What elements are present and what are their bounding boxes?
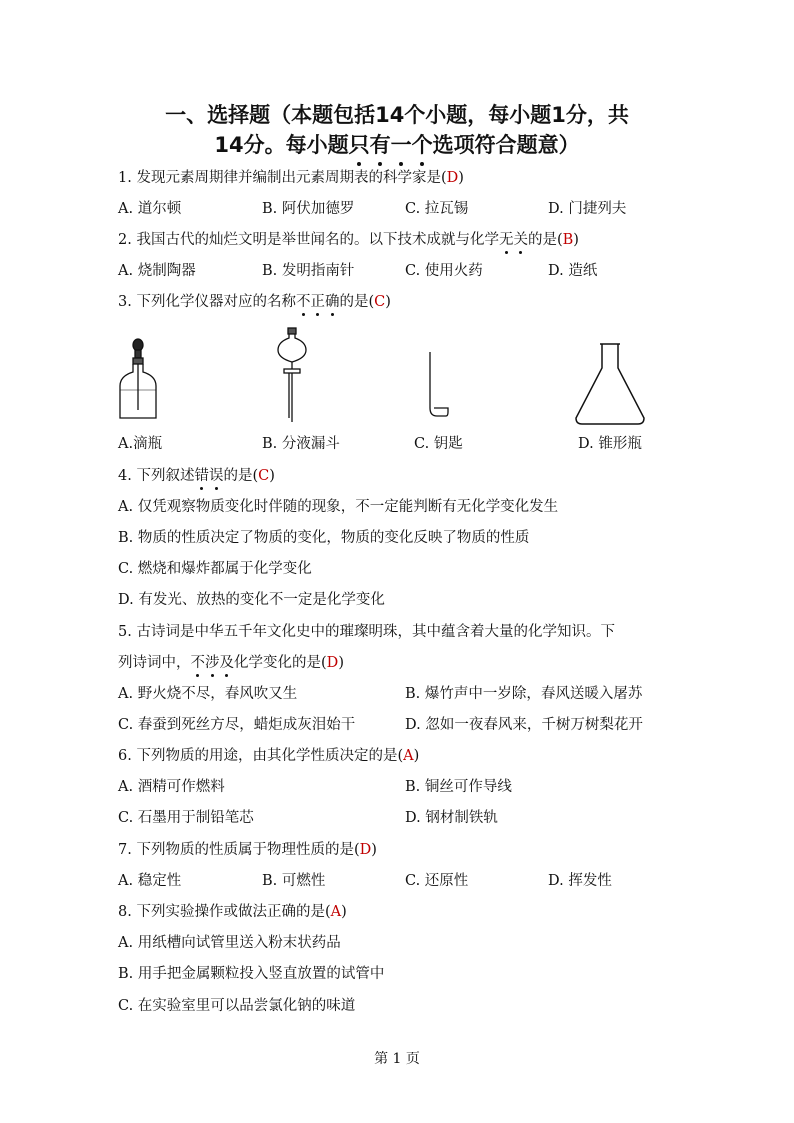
spoon-icon (420, 350, 450, 420)
question-7-stem: 7. 下列物质的性质属于物理性质的是(D) (118, 842, 377, 858)
separatory-funnel-icon (272, 326, 312, 426)
emphasis-char: 个 (412, 130, 433, 160)
q6-option-b: B. 铜丝可作导线 (405, 779, 512, 795)
answer: C (374, 294, 386, 310)
q5-option-c: C. 春蚕到死丝方尽，蜡炬成灰泪始干 (118, 717, 356, 733)
question-1-stem: 1. 发现元素周期律并编制出元素周期表的科学家是(D) (118, 170, 464, 186)
answer: A (403, 748, 414, 764)
q5-option-d: D. 忽如一夜春风来，千树万树梨花开 (405, 717, 643, 733)
erlenmeyer-flask-icon (572, 340, 648, 426)
q2-option-d: D. 造纸 (548, 263, 598, 279)
q4-option-b: B. 物质的性质决定了物质的变化，物质的变化反映了物质的性质 (118, 530, 530, 546)
q1-option-c: C. 拉瓦锡 (405, 201, 469, 217)
answer: B (562, 232, 574, 248)
q6-option-c: C. 石墨用于制铅笔芯 (118, 810, 254, 826)
question-2-stem: 2. 我国古代的灿烂文明是举世闻名的。以下技术成就与化学无关的是(B) (118, 232, 579, 248)
page-number: 第 1 页 (374, 1051, 420, 1067)
section-title-line1: 一、选择题（本题包括14个小题，每小题1分，共 (165, 103, 629, 127)
question-4-stem: 4. 下列叙述错误的是(C) (118, 468, 275, 484)
q7-option-d: D. 挥发性 (548, 873, 612, 889)
dropper-bottle-icon (114, 330, 164, 425)
emphasis-char: 一 (391, 130, 412, 160)
q7-option-b: B. 可燃性 (262, 873, 326, 889)
q8-option-c: C. 在实验室里可以品尝氯化钠的味道 (118, 998, 356, 1014)
q8-option-b: B. 用手把金属颗粒投入竖直放置的试管中 (118, 966, 385, 982)
emphasis-char: 有 (370, 130, 391, 160)
q5-option-b: B. 爆竹声中一岁除，春风送暖入屠苏 (405, 686, 643, 702)
answer: A (330, 904, 342, 920)
q7-option-c: C. 还原性 (405, 873, 469, 889)
answer: D (359, 842, 372, 858)
q4-option-a: A. 仅凭观察物质变化时伴随的现象，不一定能判断有无化学变化发生 (118, 499, 559, 515)
q1-option-d: D. 门捷列夫 (548, 201, 627, 217)
question-5-stem-line2: 列诗词中，不涉及化学变化的是(D) (118, 655, 344, 671)
question-8-stem: 8. 下列实验操作或做法正确的是(A) (118, 904, 347, 920)
question-3-stem: 3. 下列化学仪器对应的名称不正确的是(C) (118, 294, 391, 310)
answer: D (326, 655, 339, 671)
question-5-stem-line1: 5. 古诗词是中华五千年文化史中的璀璨明珠，其中蕴含着大量的化学知识。下 (118, 624, 615, 640)
q3-option-c: C. 钥匙 (414, 436, 463, 452)
emphasis-char: 只 (349, 130, 370, 160)
question-6-stem: 6. 下列物质的用途，由其化学性质决定的是(A) (118, 748, 420, 764)
q3-option-a: A.滴瓶 (118, 436, 163, 452)
q4-option-c: C. 燃烧和爆炸都属于化学变化 (118, 561, 312, 577)
q1-option-b: B. 阿伏加德罗 (262, 201, 355, 217)
q3-option-b: B. 分液漏斗 (262, 436, 340, 452)
q3-option-d: D. 锥形瓶 (578, 436, 642, 452)
q1-option-a: A. 道尔顿 (118, 201, 182, 217)
q2-option-a: A. 烧制陶器 (118, 263, 196, 279)
answer: C (258, 468, 270, 484)
q2-option-c: C. 使用火药 (405, 263, 483, 279)
answer: D (446, 170, 459, 186)
q8-option-a: A. 用纸槽向试管里送入粉末状药品 (118, 935, 341, 951)
section-title-line2: 14分。每小题只有一个选项符合题意） (0, 130, 794, 160)
q4-option-d: D. 有发光、放热的变化不一定是化学变化 (118, 592, 385, 608)
q6-option-a: A. 酒精可作燃料 (118, 779, 225, 795)
q5-option-a: A. 野火烧不尽，春风吹又生 (118, 686, 298, 702)
q7-option-a: A. 稳定性 (118, 873, 182, 889)
q6-option-d: D. 钢材制铁轨 (405, 810, 498, 826)
q2-option-b: B. 发明指南针 (262, 263, 355, 279)
